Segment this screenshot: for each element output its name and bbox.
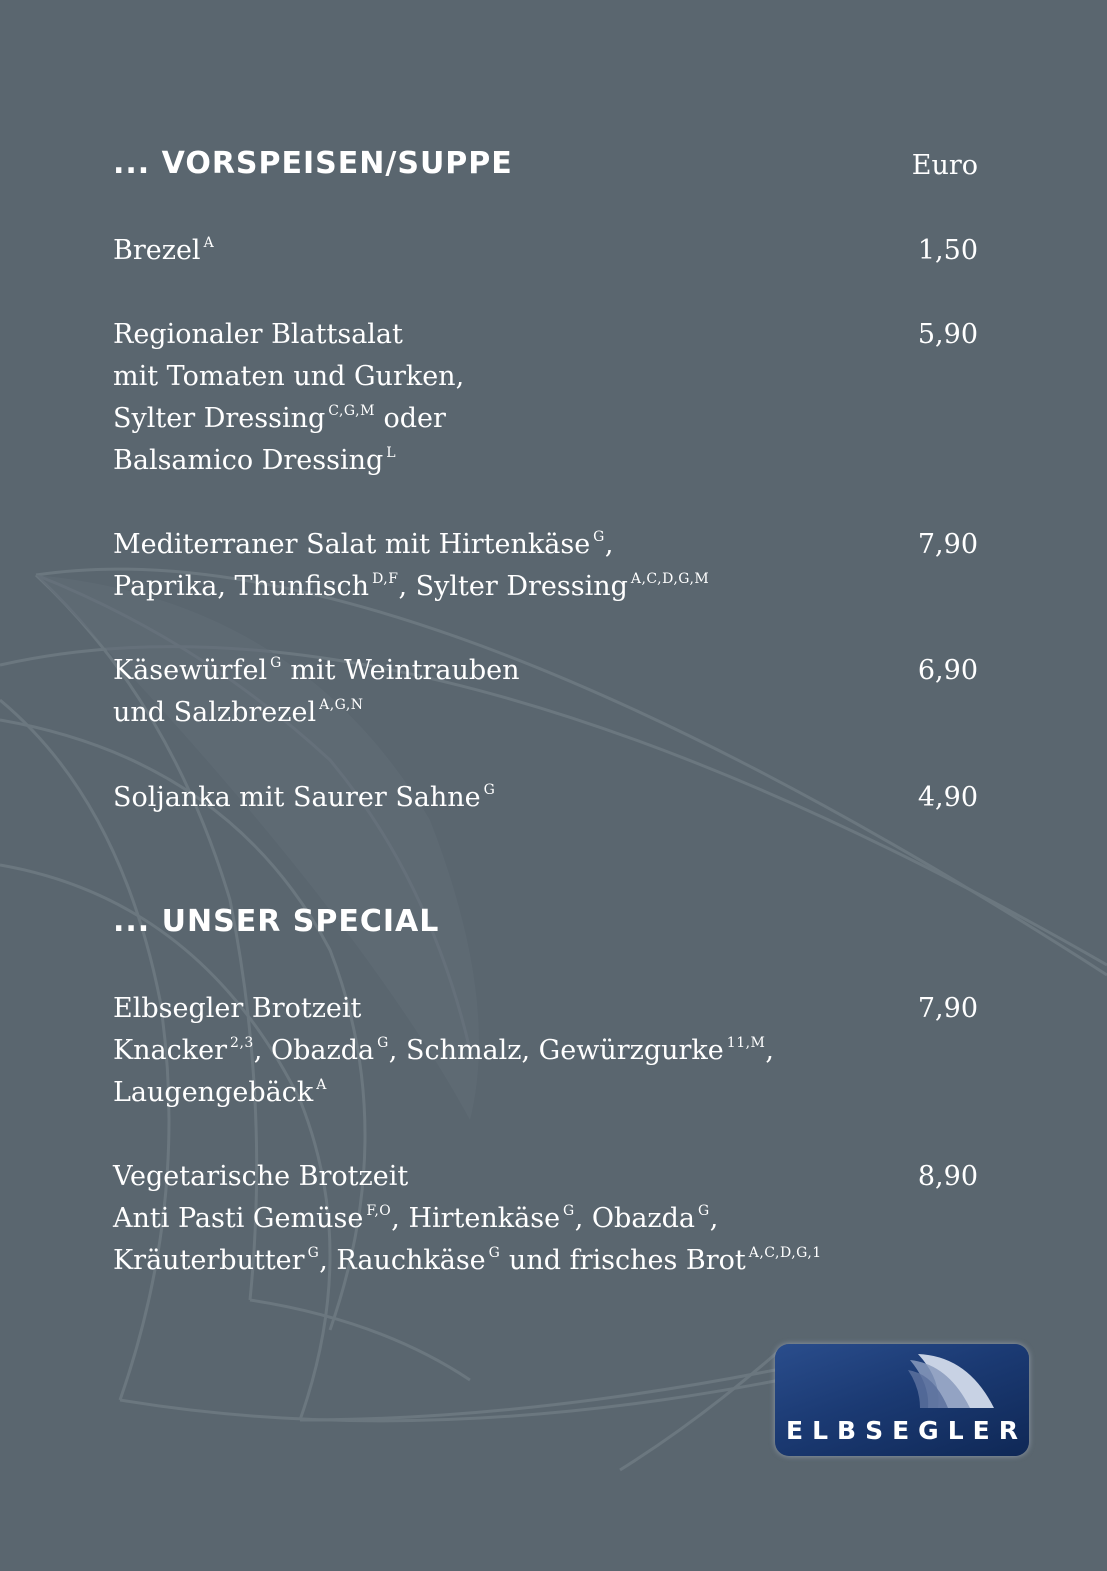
item-price: 8,90 — [917, 1161, 978, 1192]
item-line — [113, 398, 873, 440]
allergen-code: G — [563, 1203, 575, 1219]
allergen-code: G — [270, 655, 282, 671]
item-line — [113, 356, 873, 398]
item-text: Knacker — [113, 1035, 228, 1066]
allergen-code: F,O — [366, 1203, 392, 1219]
allergen-code: A — [316, 1077, 327, 1093]
currency-label: Euro — [911, 150, 978, 181]
logo-text: ELBSEGLER — [786, 1416, 1027, 1445]
item-description — [113, 988, 873, 1114]
allergen-code: 11,M — [726, 1035, 766, 1051]
item-description — [113, 230, 873, 272]
allergen-code: L — [386, 445, 397, 461]
item-text: Sylter Dressing — [113, 403, 326, 434]
item-price: 5,90 — [917, 319, 978, 350]
allergen-code: G — [307, 1245, 320, 1261]
allergen-code: A,C,D,G,1 — [748, 1245, 822, 1261]
item-text: , Sylter Dressing — [398, 571, 628, 602]
item-description — [113, 524, 873, 608]
item-line — [113, 566, 873, 608]
item-line — [113, 1198, 873, 1240]
item-text: , Schmalz, Gewürzgurke — [388, 1035, 724, 1066]
section-title: ... VORSPEISEN/SUPPE — [113, 146, 513, 181]
allergen-code: G — [377, 1035, 389, 1051]
item-line — [113, 988, 873, 1030]
item-line — [113, 1240, 873, 1282]
item-price: 1,50 — [917, 235, 978, 266]
allergen-code: A,G,N — [319, 697, 364, 713]
allergen-code: 2,3 — [230, 1035, 254, 1051]
item-description — [113, 777, 873, 819]
item-description — [113, 1156, 873, 1282]
allergen-code: G — [488, 1245, 501, 1261]
item-line — [113, 524, 873, 566]
item-text: Vegetarische Brotzeit — [113, 1161, 409, 1192]
item-text: oder — [374, 403, 446, 434]
item-text: Käsewürfel — [113, 655, 268, 686]
section-header-starters — [113, 146, 978, 186]
allergen-code: G — [483, 782, 496, 798]
item-line — [113, 692, 873, 734]
item-text: Brezel — [113, 235, 201, 266]
allergen-code: D,F — [372, 571, 399, 587]
item-text: , — [709, 1203, 719, 1234]
item-text: , Obazda — [253, 1035, 375, 1066]
item-text: Laugengebäck — [113, 1077, 314, 1108]
item-description — [113, 650, 873, 734]
item-text: Elbsegler Brotzeit — [113, 993, 362, 1024]
item-text: , Hirtenkäse — [391, 1203, 561, 1234]
item-description — [113, 314, 873, 482]
item-text: , — [604, 529, 614, 560]
elbsegler-logo — [775, 1344, 1029, 1456]
item-text: mit Weintrauben — [281, 655, 520, 686]
item-text: Kräuterbutter — [113, 1245, 305, 1276]
item-line — [113, 1030, 873, 1072]
item-text: und Salzbrezel — [113, 697, 317, 728]
item-price: 6,90 — [917, 655, 978, 686]
item-text: Balsamico Dressing — [113, 445, 384, 476]
item-price: 4,90 — [917, 782, 978, 813]
item-text: Soljanka mit Saurer Sahne — [113, 782, 481, 813]
item-line — [113, 777, 873, 819]
section-header-special — [113, 904, 978, 944]
item-text: Mediterraner Salat mit Hirtenkäse — [113, 529, 591, 560]
allergen-code: A — [203, 235, 215, 251]
item-price: 7,90 — [917, 993, 978, 1024]
item-line — [113, 230, 873, 272]
item-line — [113, 314, 873, 356]
item-line — [113, 1156, 873, 1198]
item-line — [113, 1072, 873, 1114]
sail-icon — [908, 1350, 998, 1412]
item-line — [113, 440, 873, 482]
item-text: und frisches Brot — [500, 1245, 746, 1276]
item-line — [113, 650, 873, 692]
item-text: Anti Pasti Gemüse — [113, 1203, 364, 1234]
item-text: , — [765, 1035, 774, 1066]
item-text: , Rauchkäse — [319, 1245, 486, 1276]
allergen-code: C,G,M — [328, 403, 375, 419]
item-price: 7,90 — [917, 529, 978, 560]
item-text: Paprika, Thunfisch — [113, 571, 370, 602]
allergen-code: G — [698, 1203, 710, 1219]
item-text: Regionaler Blattsalat — [113, 319, 403, 350]
item-text: , Obazda — [574, 1203, 696, 1234]
item-text: mit Tomaten und Gurken, — [113, 361, 465, 392]
section-title: ... UNSER SPECIAL — [113, 904, 440, 939]
allergen-code: G — [593, 529, 605, 545]
allergen-code: A,C,D,G,M — [630, 571, 710, 587]
